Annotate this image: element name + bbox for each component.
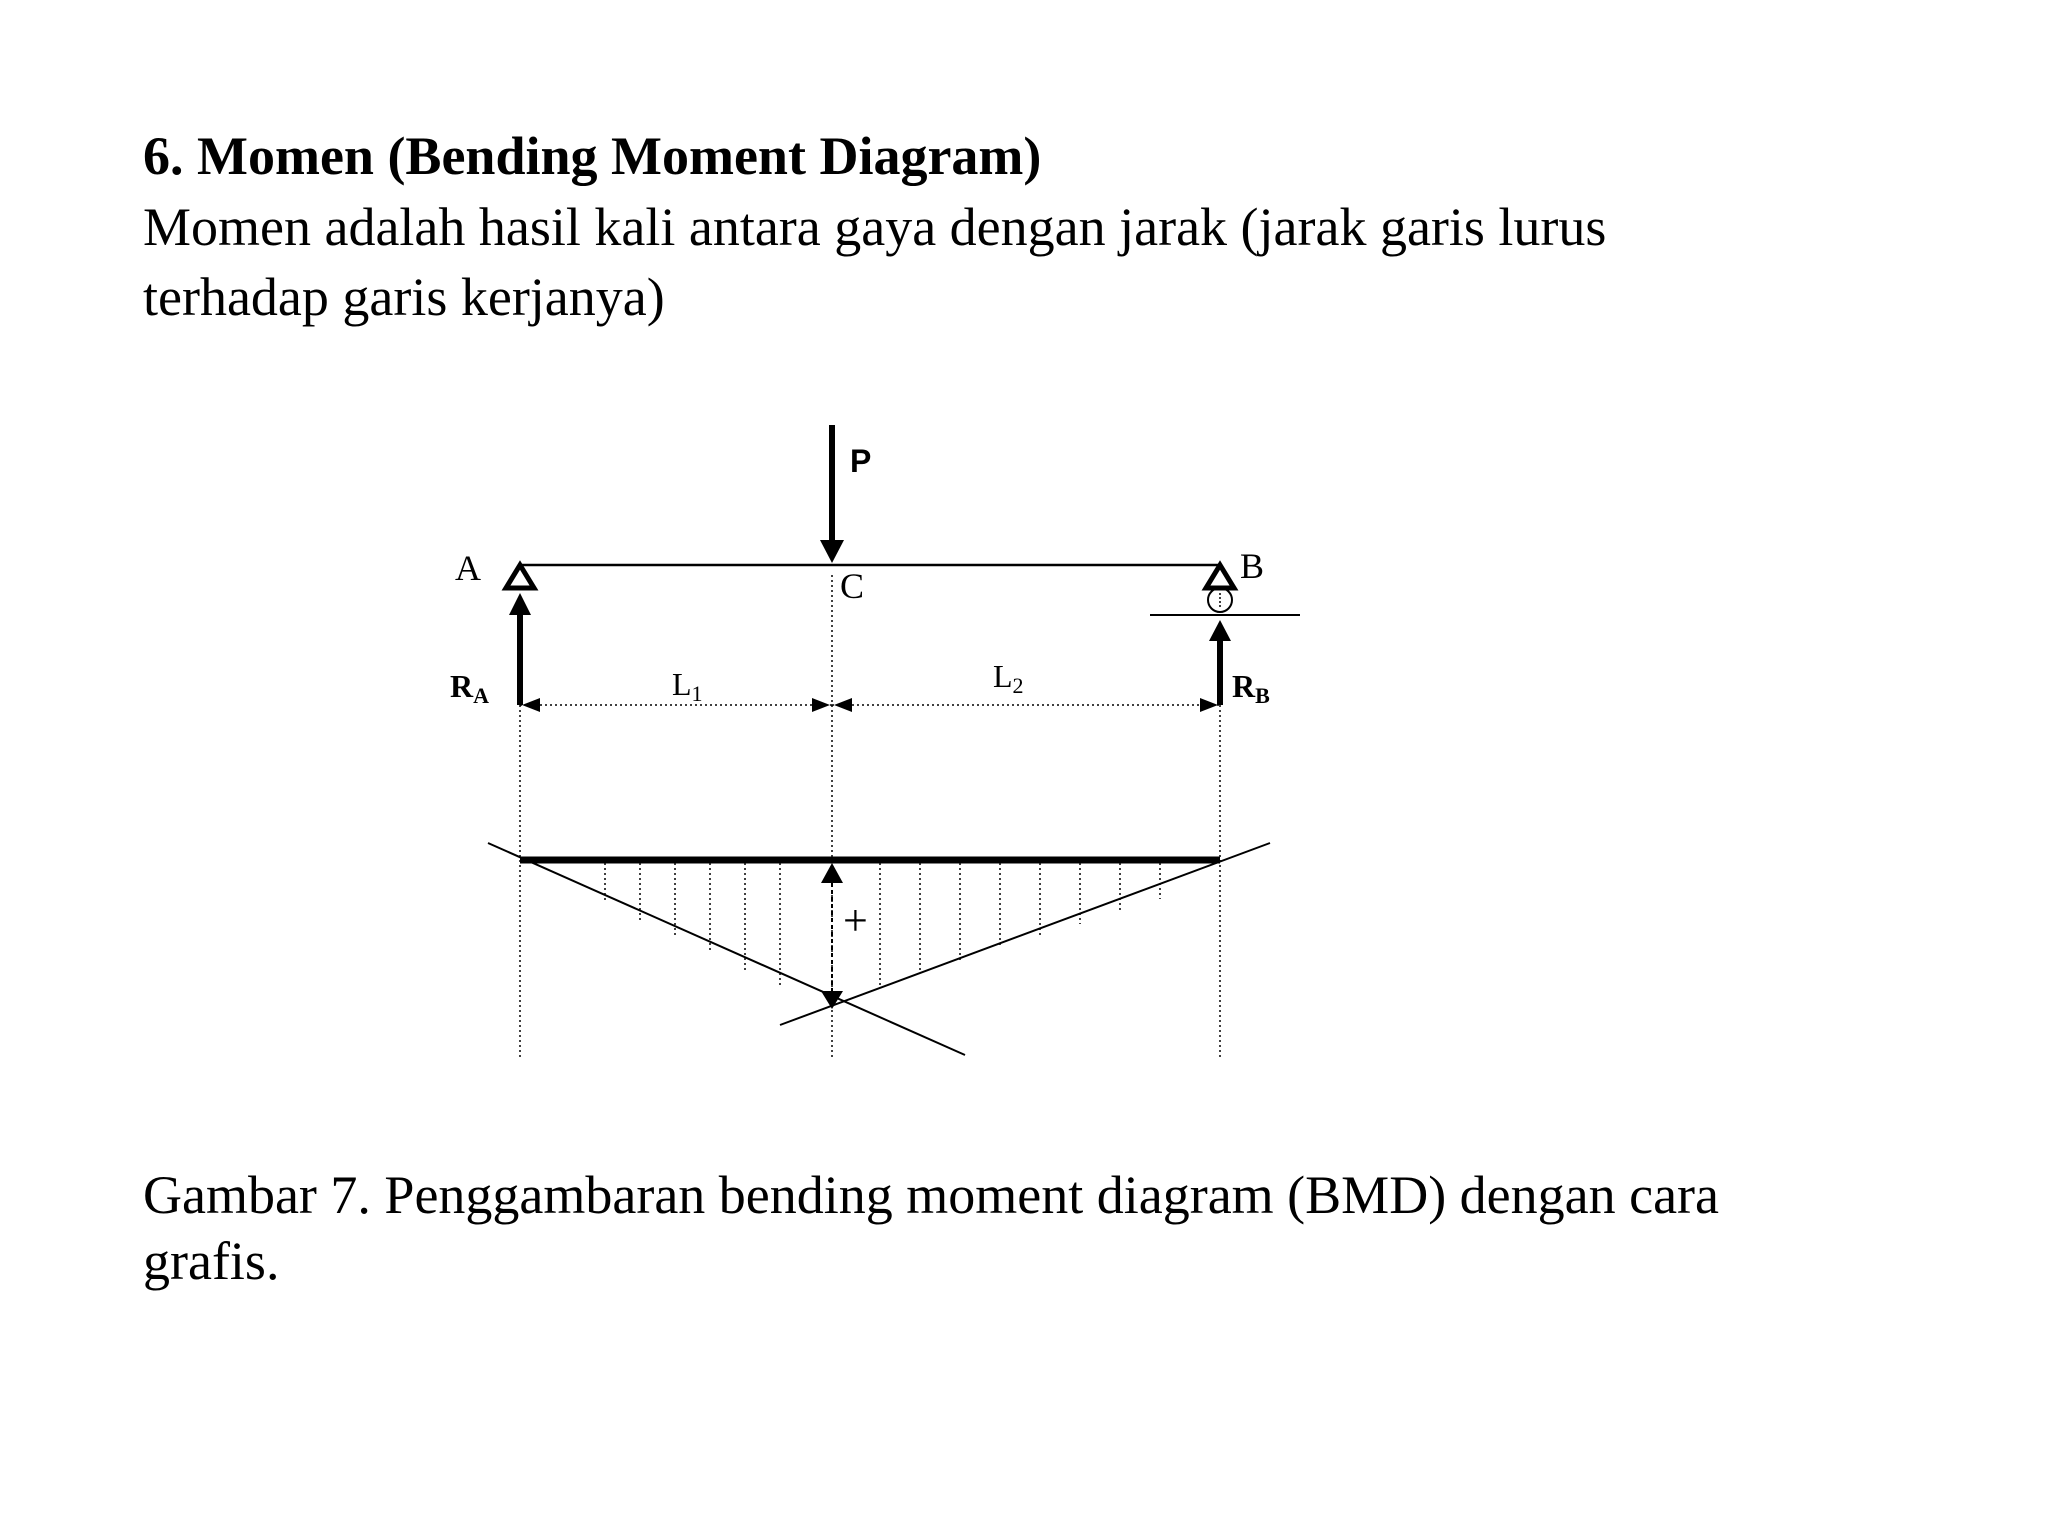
section-heading: 6. Momen (Bending Moment Diagram) <box>143 126 1042 186</box>
definition-line-1: Momen adalah hasil kali antara gaya dengan jarak (jarak garis lurus <box>143 197 1607 257</box>
support-a-pin-icon <box>506 565 534 588</box>
caption-line-1: Gambar 7. Penggambaran bending moment diagram (BMD) dengan cara <box>143 1165 1719 1225</box>
caption-line-2: grafis. <box>143 1231 280 1291</box>
reaction-b-label: RB <box>1232 668 1270 708</box>
support-b-label: B <box>1240 546 1265 586</box>
figure-caption <box>143 1162 1943 1294</box>
span-l2-label: L2 <box>993 658 1024 698</box>
definition-line-2: terhadap garis kerjanya) <box>143 267 665 327</box>
moment-sign-label: + <box>843 896 868 945</box>
dimension-l2 <box>832 698 1220 712</box>
projection-lines <box>520 575 1220 1060</box>
moment-hatching <box>605 863 1160 986</box>
support-b-roller-icon <box>1150 565 1300 615</box>
reaction-arrow-ra <box>509 593 531 705</box>
reaction-arrow-rb <box>1209 620 1231 705</box>
load-label: P <box>850 443 872 479</box>
reaction-a-label: RA <box>450 668 489 708</box>
bending-moment-figure <box>440 415 1360 1065</box>
support-a-label: A <box>455 548 481 588</box>
point-c-label: C <box>840 566 865 606</box>
span-l1-label: L1 <box>672 666 703 706</box>
definition-paragraph <box>143 192 1863 332</box>
load-arrow-p <box>820 425 844 563</box>
max-moment-indicator <box>821 863 843 1009</box>
